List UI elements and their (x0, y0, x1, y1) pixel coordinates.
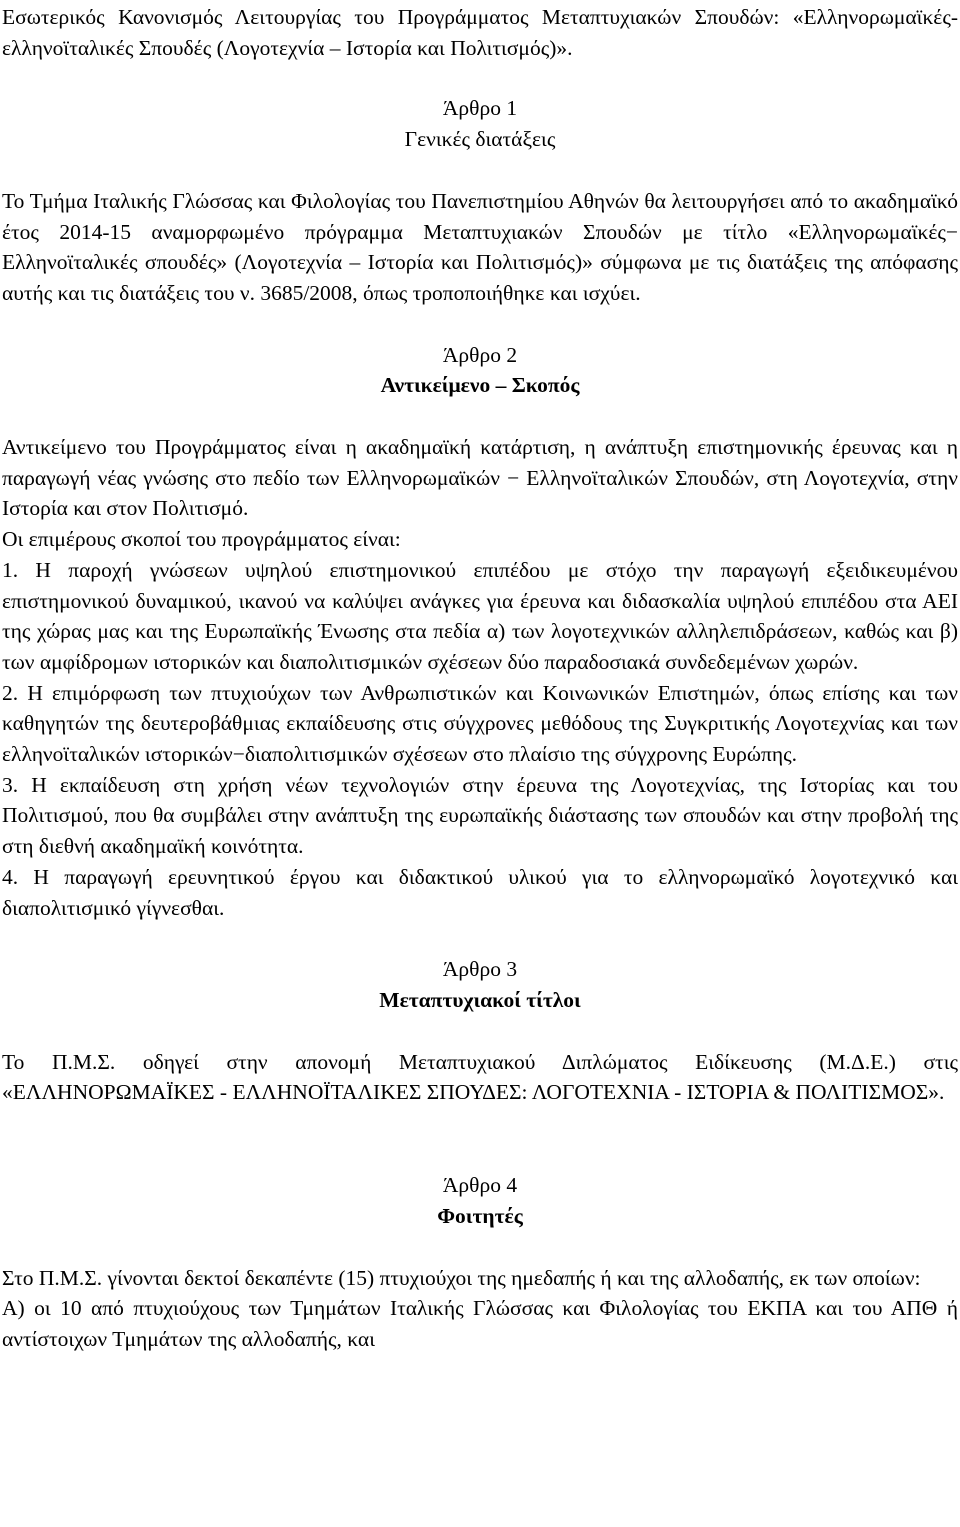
article-4 (2, 1170, 958, 1355)
article-paragraph: 4. Η παραγωγή ερευνητικού έργου και διδακτικού υλικού για το ελληνορωμαϊκό λογοτεχνικό και διαπολιτισμικό γίγνεσθαι. (2, 864, 958, 920)
article-2 (2, 340, 958, 924)
article-paragraph: Το Τμήμα Ιταλικής Γλώσσας και Φιλολογίας του Πανεπιστημίου Αθηνών θα λειτουργήσει από το ακαδημαϊκό έτος 2014-15 αναμορφωμένο πρόγραμμα Μεταπτυχιακών Σπουδών με τίτλο «Ελληνορωμαϊκές− Ελληνοϊταλικές σπουδές» (Λογοτεχνία – Ιστορία και Πολιτισμός)» σύμφωνα με τις διατάξεις της απόφασης αυτής και τις διατάξεις του ν. 3685/2008, όπως τροποποιήθηκε και ισχύει. (2, 188, 958, 305)
article-number: Άρθρο 1 (442, 96, 518, 121)
article-paragraph: Το Π.Μ.Σ. οδηγεί στην απονομή Μεταπτυχιακού Διπλώματος Ειδίκευσης (Μ.Δ.Ε.) στις «ΕΛΛΗΝΟΡΩΜΑΪΚΕΣ - ΕΛΛΗΝΟΪΤΑΛΙΚΕΣ ΣΠΟΥΔΕΣ: ΛΟΓΟΤΕΧΝΙΑ - ΙΣΤΟΡΙΑ & ΠΟΛΙΤΙΣΜΟΣ». (2, 1049, 958, 1105)
article-number: Άρθρο 4 (442, 1173, 518, 1198)
article-1 (2, 93, 958, 308)
article-paragraph: Αντικείμενο του Προγράμματος είναι η ακαδημαϊκή κατάρτιση, η ανάπτυξη επιστημονικής έρευνας και η παραγωγή νέας γνώσης στο πεδίο των Ελληνορωμαϊκών − Ελληνοϊταλικών Σπουδών, στη Λογοτεχνία, στην Ιστορία και στον Πολιτισμό. (2, 435, 958, 521)
article-paragraph: 3. Η εκπαίδευση στη χρήση νέων τεχνολογιών στην έρευνα της Λογοτεχνίας, της Ιστορίας και του Πολιτισμού, που θα συμβάλει στην ανάπτυξη της ευρωπαϊκής διάστασης των σπουδών και στην προβολή της στη διεθνή ακαδημαϊκή κοινότητα. (2, 772, 958, 859)
spacer (2, 63, 958, 93)
spacer (2, 923, 958, 954)
article-title: Φοιτητές (437, 1203, 523, 1228)
article-paragraph: 1. Η παροχή γνώσεων υψηλού επιστημονικού επιπέδου με στόχο την παραγωγή εξειδικευμένου επιστημονικού δυναμικού, ικανού να καλύψει ανάγκες για έρευνα και διδασκαλία υψηλού επιπέδου στα ΑΕΙ της χώρας μας και της Ευρωπαϊκής Ένωσης στα πεδία α) των λογοτεχνικών αλληλεπιδράσεων, καθώς και β) των αμφίδρομων ιστορικών και διαπολιτισμικών σχέσεων δύο παραδοσιακά συνδεδεμένων χωρών. (2, 557, 958, 674)
article-paragraph: Α) οι 10 από πτυχιούχους των Τμημάτων Ιταλικής Γλώσσας και Φιλολογίας του ΕΚΠΑ και του ΑΠΘ ή αντίστοιχων Τμημάτων της αλλοδαπής, και (2, 1296, 958, 1351)
spacer (2, 1016, 958, 1047)
article-title: Αντικείμενο – Σκοπός (380, 373, 580, 398)
article-title: Μεταπτυχιακοί τίτλοι (379, 987, 581, 1012)
spacer (2, 155, 958, 186)
article-3 (2, 954, 958, 1108)
document-intro: Εσωτερικός Κανονισμός Λειτουργίας του Προγράμματος Μεταπτυχιακών Σπουδών: «Ελληνορωμαϊκές-ελληνοϊταλικές Σπουδές (Λογοτεχνία – Ιστορία και Πολιτισμός)». (2, 5, 958, 60)
article-number: Άρθρο 2 (442, 342, 518, 367)
article-paragraph: 2. Η επιμόρφωση των πτυχιούχων των Ανθρωπιστικών και Κοινωνικών Επιστημών, όπως επίσης και των καθηγητών της δευτεροβάθμιας εκπαίδευσης στις σύγχρονες μεθόδους της Συγκριτικής Λογοτεχνίας και των ελληνοϊταλικών ιστορικών−διαπολιτισμικών σχέσεων στο πλαίσιο της σύγχρονης Ευρώπης. (2, 680, 958, 767)
spacer (2, 1108, 958, 1170)
spacer (2, 401, 958, 432)
article-number: Άρθρο 3 (442, 957, 518, 982)
article-paragraph: Στο Π.Μ.Σ. γίνονται δεκτοί δεκαπέντε (15) πτυχιούχοι της ημεδαπής ή και της αλλοδαπής, εκ των οποίων: (2, 1265, 921, 1290)
spacer (2, 309, 958, 340)
article-paragraph: Οι επιμέρους σκοποί του προγράμματος είναι: (2, 527, 401, 552)
spacer (2, 1232, 958, 1263)
article-title: Γενικές διατάξεις (404, 127, 556, 152)
